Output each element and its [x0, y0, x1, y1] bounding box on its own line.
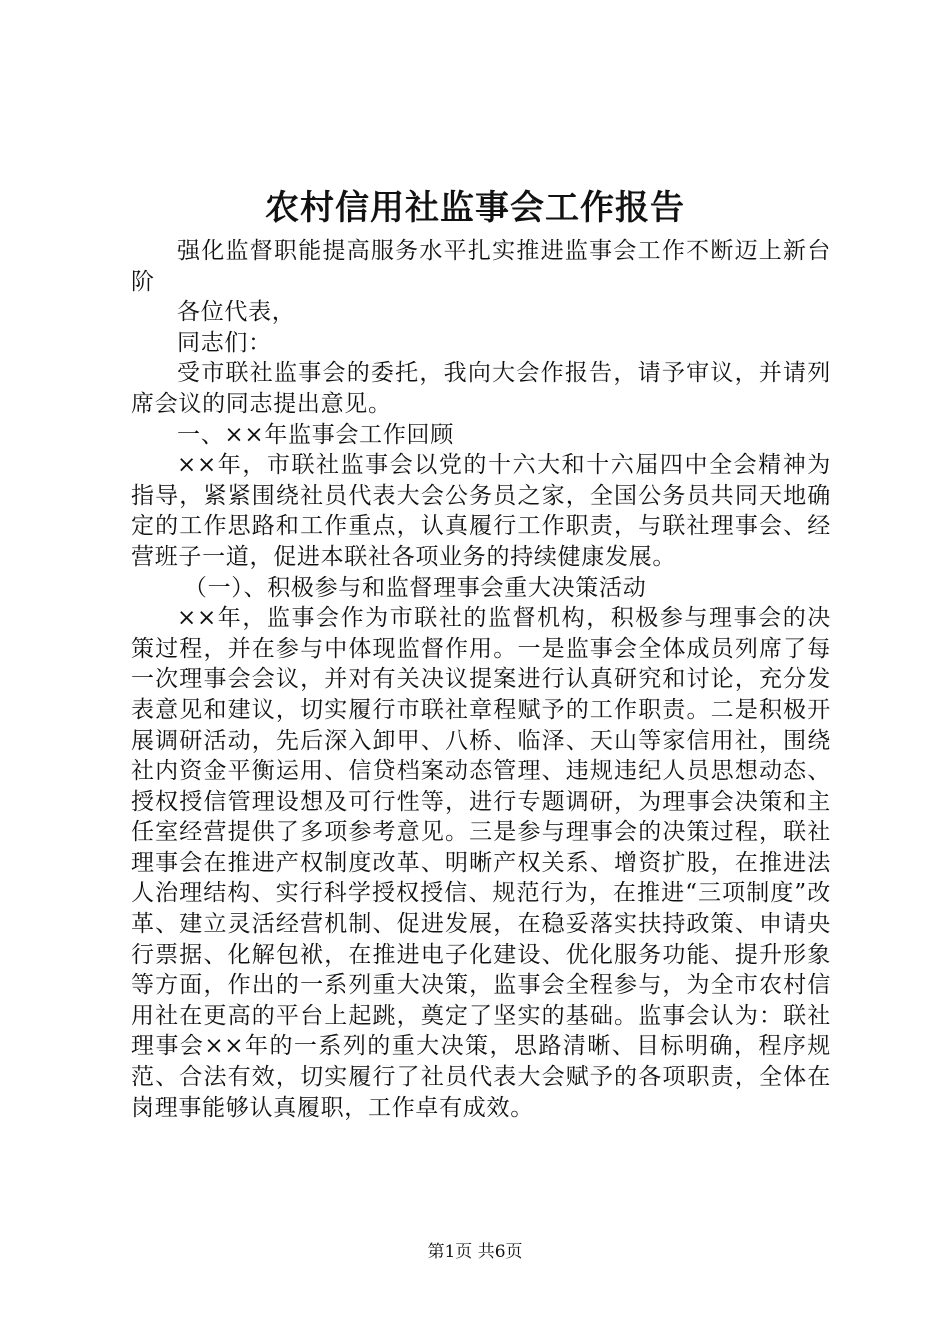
- section-heading: 一、××年监事会工作回顾: [177, 421, 454, 448]
- salutation-comrades: 同志们：: [177, 329, 272, 356]
- document-title: 农村信用社监事会工作报告: [265, 188, 685, 228]
- decision-paragraph: ××年，监事会作为市联社的监督机构，积极参与理事会的决策过程，并在参与中体现监督作用。一是监事会全体成员列席了每一次理事会会议，并对有关决议提案进行认真研究和讨论，充分发表意见和建议，切实履行市联社章程赋予的工作职责。二是积极开展调研活动，先后深入卸甲、八桥、临泽、天山等家信用社，围绕社内资金平衡运用、信贷档案动态管理、违规违纪人员思想动态、授权授信管理设想及可行性等，进行专题调研，为理事会决策和主任室经营提供了多项参考意见。三是参与理事会的决策过程，联社理事会在推进产权制度改革、明晰产权关系、增资扩股，在推进法人治理结构、实行科学授权授信、规范行为，在推进“三项制度”改革、建立灵活经营机制、促进发展，在稳妥落实扶持政策、申请央行票据、化解包袱，在推进电子化建设、优化服务功能、提升形象等方面，作出的一系列重大决策，监事会全程参与，为全市农村信用社在更高的平台上起跳，奠定了坚实的基础。监事会认为：联社理事会××年的一系列的重大决策，思路清晰、目标明确，程序规范、合法有效，切实履行了社员代表大会赋予的各项职责，全体在岗理事能够认真履职，工作卓有成效。: [131, 605, 831, 1121]
- subtitle-paragraph: 强化监督职能提高服务水平扎实推进监事会工作不断迈上新台阶: [131, 238, 831, 295]
- subsection-heading: （一）、积极参与和监督理事会重大决策活动: [183, 574, 647, 601]
- intro-paragraph: 受市联社监事会的委托，我向大会作报告，请予审议，并请列席会议的同志提出意见。: [131, 360, 831, 417]
- document-body: [131, 236, 831, 1123]
- page-number-footer: 第1页 共6页: [427, 1242, 523, 1262]
- salutation-representatives: 各位代表，: [177, 299, 296, 326]
- review-paragraph: ××年，市联社监事会以党的十六大和十六届四中全会精神为指导，紧紧围绕社员代表大会公务员之家，全国公务员共同天地确定的工作思路和工作重点，认真履行工作职责，与联社理事会、经营班子一道，促进本联社各项业务的持续健康发展。: [131, 452, 831, 570]
